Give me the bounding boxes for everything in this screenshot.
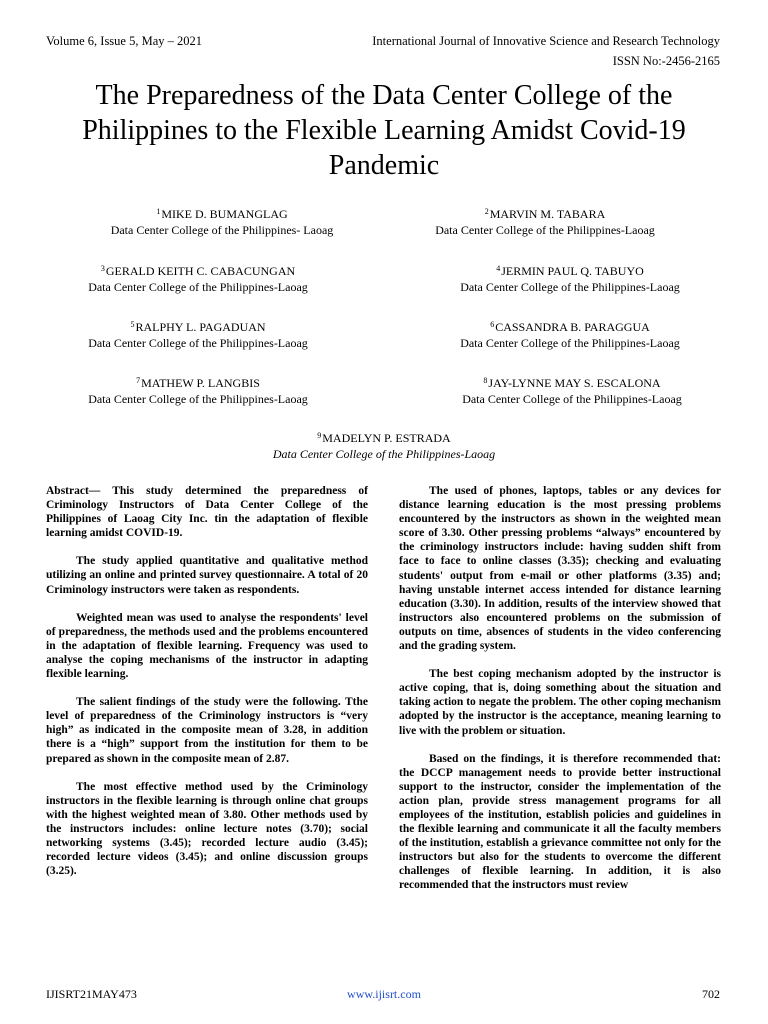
author-name: GERALD KEITH C. CABACUNGAN	[105, 264, 296, 278]
author-number: 2	[484, 207, 489, 216]
abstract-paragraph: The used of phones, laptops, tables or any devices for distance learning education is the most pressing problems encountered by the instructors as shown in the weighted mean score of 3.30. Other pressing problems “always” encountered by the criminology instructors include: having sudden shift from face to face to online classes (3.35); checking and evaluating students' output from e-mail or other platforms (3.35) and; having unstable internet access intended for distance learning education (3.30). In addition, results of the interview showed that instructors also encountered problems on the submission of outputs on time, absences of students in the video conferencing and the grading system.	[399, 485, 721, 653]
author-name: RALPHY L. PAGADUAN	[135, 320, 266, 334]
abstract-paragraph: The study applied quantitative and qualitative method utilizing an online and printed survey questionnaire. A total of 20 Criminology instructors were taken as respondents.	[46, 555, 368, 596]
abstract-paragraph: Weighted mean was used to analyse the respondents' level of preparedness, the methods used and the problems encountered in the adaptation of flexible learning. Frequency was used to analyse the coping mechanisms of the instructor in adapting flexible learning.	[46, 611, 368, 681]
author-affiliation: Data Center College of the Philippines-Laoag	[460, 336, 680, 350]
author-number: 7	[136, 376, 141, 385]
author-block	[60, 373, 336, 407]
author-name: JAY-LYNNE MAY S. ESCALONA	[488, 376, 661, 390]
issn: ISSN No:-2456-2165	[612, 54, 720, 68]
volume-issue: Volume 6, Issue 5, May – 2021	[46, 34, 203, 48]
abstract-paragraph: Based on the findings, it is therefore recommended that: the DCCP management needs to provide better instructional support to the instructor, consider the implementation of the action plan, provide stress management programs for all employees of the institution, establish policies and guidelines in the flexible learning and communicate it all the faculty members of the institution, establish a grievance committee not only for the instructors but also for the students to overcome the different challenges of flexible learning. In addition, it is also recommended that the instructors must review	[399, 752, 721, 892]
author-name: MIKE D. BUMANGLAG	[161, 207, 288, 221]
author-affiliation: Data Center College of the Philippines-Laoag	[88, 392, 308, 406]
author-block	[434, 373, 710, 407]
abstract-paragraph: The best coping mechanism adopted by the instructor is active coping, that is, doing something about the situation and taking action to negate the problem. The other coping mechanism adopted by the instructor is the acceptance, meaning learning to live with the problem or situation.	[399, 668, 721, 737]
author-name: MADELYN P. ESTRADA	[322, 431, 451, 445]
paper-title: The Preparedness of the Data Center College of the Philippines to the Flexible Learning Amidst Covid-19 Pandemic	[82, 80, 686, 181]
abstract-paragraph: Abstract— This study determined the preparedness of Criminology Instructors of Data Center College of the Philippines of Laoag City Inc. tin the adaptation of flexible learning amidst COVID-19.	[46, 485, 368, 540]
author-block	[60, 261, 336, 295]
author-affiliation: Data Center College of the Philippines-Laoag	[435, 223, 655, 237]
journal-name: International Journal of Innovative Science and Research Technology	[372, 34, 720, 48]
author-affiliation: Data Center College of the Philippines-Laoag	[272, 447, 496, 461]
paper-code: IJISRT21MAY473	[46, 987, 137, 1001]
page-number: 702	[702, 987, 720, 1001]
author-affiliation: Data Center College of the Philippines-Laoag	[88, 336, 308, 350]
abstract-paragraph: The most effective method used by the Criminology instructors in the flexible learning is through online chat groups with the highest weighted mean of 3.80. Other methods used by the instructors includes: online lecture notes (3.70); social networking systems (3.45); recorded lecture audio (3.45); recorded lecture videos (3.45); and online discussion groups (3.25).	[46, 780, 368, 878]
author-block	[60, 317, 336, 351]
abstract-paragraph: The salient findings of the study were the following. Tthe level of preparedness of the Criminology instructors is “very high” as indicated in the composite mean of 3.28, in addition there is a “high” support from the institution for them to be prepared as shown in the composite mean of 2.87.	[46, 696, 368, 765]
author-affiliation: Data Center College of the Philippines-Laoag	[462, 392, 682, 406]
author-block	[432, 261, 708, 295]
left-column	[46, 484, 368, 892]
author-block	[86, 204, 358, 238]
author-number: 9	[317, 431, 322, 440]
author-block	[410, 204, 680, 238]
author-block	[234, 428, 534, 462]
author-affiliation: Data Center College of the Philippines- Laoag	[110, 223, 334, 237]
author-affiliation: Data Center College of the Philippines-Laoag	[88, 280, 308, 294]
author-name: CASSANDRA B. PARAGGUA	[495, 320, 650, 334]
right-column	[399, 484, 721, 907]
author-affiliation: Data Center College of the Philippines-Laoag	[460, 280, 680, 294]
author-name: MATHEW P. LANGBIS	[141, 376, 260, 390]
author-number: 8	[483, 376, 488, 385]
author-block	[432, 317, 708, 351]
author-number: 6	[490, 320, 495, 329]
author-number: 1	[156, 207, 161, 216]
author-name: MARVIN M. TABARA	[489, 207, 606, 221]
author-number: 4	[496, 264, 501, 273]
author-number: 3	[100, 264, 105, 273]
author-number: 5	[130, 320, 135, 329]
journal-url-link[interactable]: www.ijisrt.com	[347, 987, 421, 1001]
author-name: JERMIN PAUL Q. TABUYO	[501, 264, 644, 278]
